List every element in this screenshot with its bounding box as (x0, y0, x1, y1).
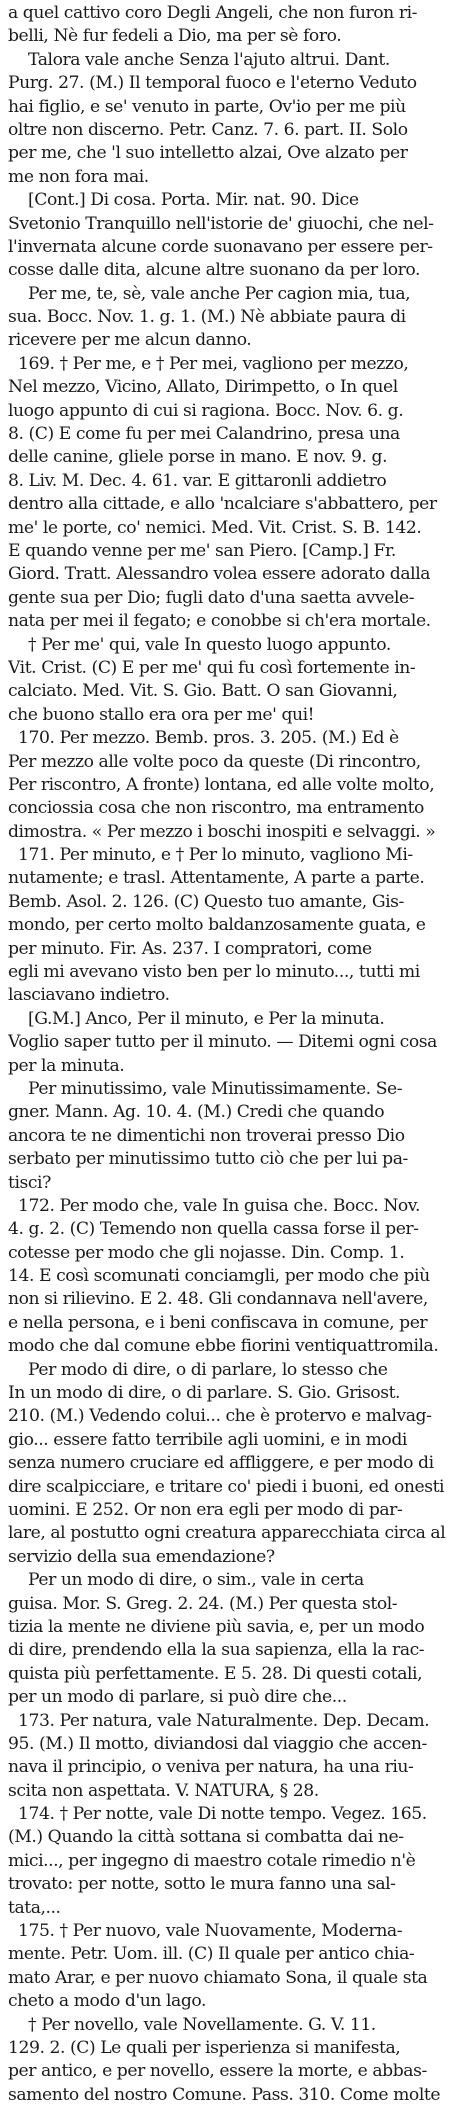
text-line: per antico, e per novello, essere la morte, e abbas- (8, 2061, 427, 2082)
text-line: 210. (M.) Vedendo colui... che è protervo e malvag- (8, 1406, 432, 1427)
text-line: 129. 2. (C) Le quali per isperienza si manifesta, (8, 2037, 401, 2058)
text-line: mondo, per certo molto baldanzosamente guata, e (8, 915, 426, 936)
dictionary-text-column (8, 2, 460, 2107)
text-line: Per mezzo alle volte poco da queste (Di rincontro, (8, 751, 421, 772)
text-line: non si rilievino. E 2. 48. Gli condannava nell'avere, (8, 1289, 428, 1310)
text-line: Per minutissimo, vale Minutissimamente. Se- (8, 1078, 403, 1099)
text-line: Svetonio Tranquillo nell'istorie de' giuochi, che nel- (8, 213, 434, 234)
text-line: † Per me' qui, vale In questo luogo appunto. (8, 634, 391, 655)
text-line: mato Arar, e per nuovo chiamato Sona, il quale sta (8, 1967, 428, 1988)
text-line: 174. † Per notte, vale Di notte tempo. Vegez. 165. (8, 1804, 427, 1825)
text-line: [Cont.] Di cosa. Porta. Mir. nat. 90. Dice (8, 190, 359, 211)
text-line: me' le porte, co' nemici. Med. Vit. Crist. S. B. 142. (8, 517, 422, 538)
text-line: di dire, prendendo ella la sua sapienza, ella la rac- (8, 1640, 425, 1661)
text-line: modo che dal comune ebbe fiorini ventiquattromila. (8, 1336, 439, 1357)
text-line: delle canine, gliele porse in mano. E nov. 9. g. (8, 447, 388, 468)
text-line: a quel cattivo coro Degli Angeli, che non furon ri- (8, 3, 417, 23)
text-line: belli, Nè fur fedeli a Dio, ma per sè foro. (8, 26, 342, 47)
text-line: 175. † Per nuovo, vale Nuovamente, Moderna- (8, 1921, 403, 1942)
text-line: In un modo di dire, o di parlare. S. Gio. Grisost. (8, 1383, 401, 1404)
text-line: Bemb. Asol. 2. 126. (C) Questo tuo amante, Gis- (8, 891, 404, 912)
text-line: cheto a modo d'un lago. (8, 1991, 206, 2012)
text-line: uomini. E 252. Or non era egli per modo di par- (8, 1500, 403, 1520)
text-line: servizio della sua emendazione? (8, 1546, 275, 1567)
text-line: gner. Mann. Ag. 10. 4. (M.) Credi che quando (8, 1102, 385, 1123)
text-line: tizia la mente ne diviene più savia, e, per un modo (8, 1616, 425, 1637)
text-line: 172. Per modo che, vale In guisa che. Bocc. Nov. (8, 1195, 421, 1216)
text-line: per un modo di parlare, si può dire che... (8, 1687, 347, 1708)
text-line: quista più perfettamente. E 5. 28. Di questi cotali, (8, 1663, 423, 1684)
text-line: dire scalpicciare, e tritare co' piedi i buoni, ed onesti (8, 1476, 445, 1497)
text-line: calciato. Med. Vit. S. Gio. Batt. O san Giovanni, (8, 681, 398, 702)
text-line: cotesse per modo che gli nojasse. Din. Comp. 1. (8, 1242, 405, 1263)
text-line: 170. Per mezzo. Bemb. pros. 3. 205. (M.) Ed è (8, 728, 399, 749)
text-line: e nella persona, e i beni confiscava in comune, per (8, 1312, 428, 1333)
text-line: Per riscontro, A fronte) lontana, ed alle volte molto, (8, 774, 435, 795)
text-line: (M.) Quando la città sottana si combatta dai ne- (8, 1827, 404, 1848)
text-line: mente. Petr. Uom. ill. (C) Il quale per antico chia- (8, 1944, 415, 1965)
text-line: Voglio saper tutto per il minuto. — Ditemi ogni cosa (8, 1032, 437, 1053)
text-line: Talora vale anche Senza l'ajuto altrui. Dant. (8, 49, 390, 70)
text-line: che buono stallo era ora per me' qui! (8, 704, 315, 725)
text-line: nava il principio, o veniva per natura, ha una riu- (8, 1757, 414, 1778)
text-line: luogo appunto di cui si ragiona. Bocc. Nov. 6. g. (8, 400, 404, 421)
text-line: samento del nostro Comune. Pass. 310. Come molte (8, 2084, 441, 2105)
text-line: 8. (C) E come fu per mei Calandrino, presa una (8, 424, 400, 445)
text-line: guisa. Mor. S. Greg. 2. 24. (M.) Per questa stol- (8, 1593, 398, 1614)
text-line: scita non aspettata. V. NATURA, § 28. (8, 1780, 319, 1801)
text-line: trovato: per notte, sotto le mura fanno una sal- (8, 1874, 396, 1895)
text-line: Per un modo di dire, o sim., vale in certa (8, 1570, 364, 1591)
text-line: Per modo di dire, o di parlare, lo stesso che (8, 1359, 388, 1380)
text-line: tisci? (8, 1172, 51, 1193)
text-line: egli mi avevano visto ben per lo minuto..., tutti mi (8, 962, 420, 983)
text-line: 14. E così scomunati conciamgli, per modo che più (8, 1266, 430, 1287)
text-line: per la minuta. (8, 1055, 125, 1076)
text-line: hai figlio, e se' venuto in parte, Ov'io per me più (8, 96, 406, 117)
text-line: sua. Bocc. Nov. 1. g. 1. (M.) Nè abbiate paura di (8, 307, 406, 328)
text-line: mici..., per ingegno di maestro cotale rimedio n'è (8, 1850, 416, 1871)
text-line: 8. Liv. M. Dec. 4. 61. var. E gittaronli addietro (8, 470, 387, 491)
text-line: dimostra. « Per mezzo i boschi inospiti e selvaggi. » (8, 821, 436, 842)
text-line: gio... essere fatto terribile agli uomini, e in modi (8, 1429, 407, 1450)
text-line: 95. (M.) Il motto, diviandosi dal viaggio che accen- (8, 1733, 427, 1754)
text-line: oltre non discerno. Petr. Canz. 7. 6. part. II. Solo (8, 119, 408, 140)
text-line: E quando venne per me' san Piero. [Camp.] Fr. (8, 540, 396, 561)
text-line: lare, al postutto ogni creatura apparecchiata circa al (8, 1523, 446, 1544)
text-line: ancora te ne dimentichi non troverai presso Dio (8, 1125, 405, 1146)
text-line: senza numero cruciare ed affliggere, e per modo di (8, 1453, 434, 1474)
text-line: l'invernata alcune corde suonavano per essere per- (8, 236, 433, 257)
text-line: [G.M.] Anco, Per il minuto, e Per la minuta. (8, 1008, 385, 1029)
text-line: Per me, te, sè, vale anche Per cagion mia, tua, (8, 283, 411, 304)
text-line: 4. g. 2. (C) Temendo non quella cassa forse il per- (8, 1219, 419, 1240)
text-line: nata per mei il fegato; e conobbe si ch'era mortale. (8, 611, 431, 632)
text-line: per me, che 'l suo intelletto alzai, Ove alzato per (8, 143, 408, 164)
text-line: per minuto. Fir. As. 237. I compratori, come (8, 938, 372, 959)
text-line: ricevere per me alcun danno. (8, 330, 252, 351)
text-line: conciossia cosa che non riscontro, ma entramento (8, 798, 424, 819)
text-line: 171. Per minuto, e † Per lo minuto, vagliono Mi- (8, 845, 413, 866)
text-line: nutamente; e trasl. Attentamente, A parte a parte. (8, 868, 425, 889)
text-line: me non fora mai. (8, 166, 149, 187)
text-line: Purg. 27. (M.) Il temporal fuoco e l'eterno Veduto (8, 73, 417, 94)
text-line: gente sua per Dio; fugli dato d'una saetta avvele- (8, 587, 415, 608)
text-line: Giord. Tratt. Alessandro volea essere adorato dalla (8, 564, 431, 585)
text-line: Vit. Crist. (C) E per me' qui fu così fortemente in- (8, 657, 416, 678)
text-line: 173. Per natura, vale Naturalmente. Dep. Decam. (8, 1710, 430, 1731)
text-line: cosse dalle dita, alcune altre suonano da per loro. (8, 260, 420, 281)
text-line: 169. † Per me, e † Per mei, vagliono per mezzo, (8, 353, 409, 374)
text-line: dentro alla cittade, e allo 'ncalciare s'abbattero, per (8, 494, 437, 515)
text-line: Nel mezzo, Vicino, Allato, Dirimpetto, o In quel (8, 377, 398, 398)
text-line: tata,... (8, 1897, 61, 1918)
text-line: serbato per minutissimo tutto ciò che per lui pa- (8, 1149, 408, 1170)
text-line: lasciavano indietro. (8, 985, 170, 1006)
text-line: † Per novello, vale Novellamente. G. V. 11. (8, 2014, 376, 2035)
